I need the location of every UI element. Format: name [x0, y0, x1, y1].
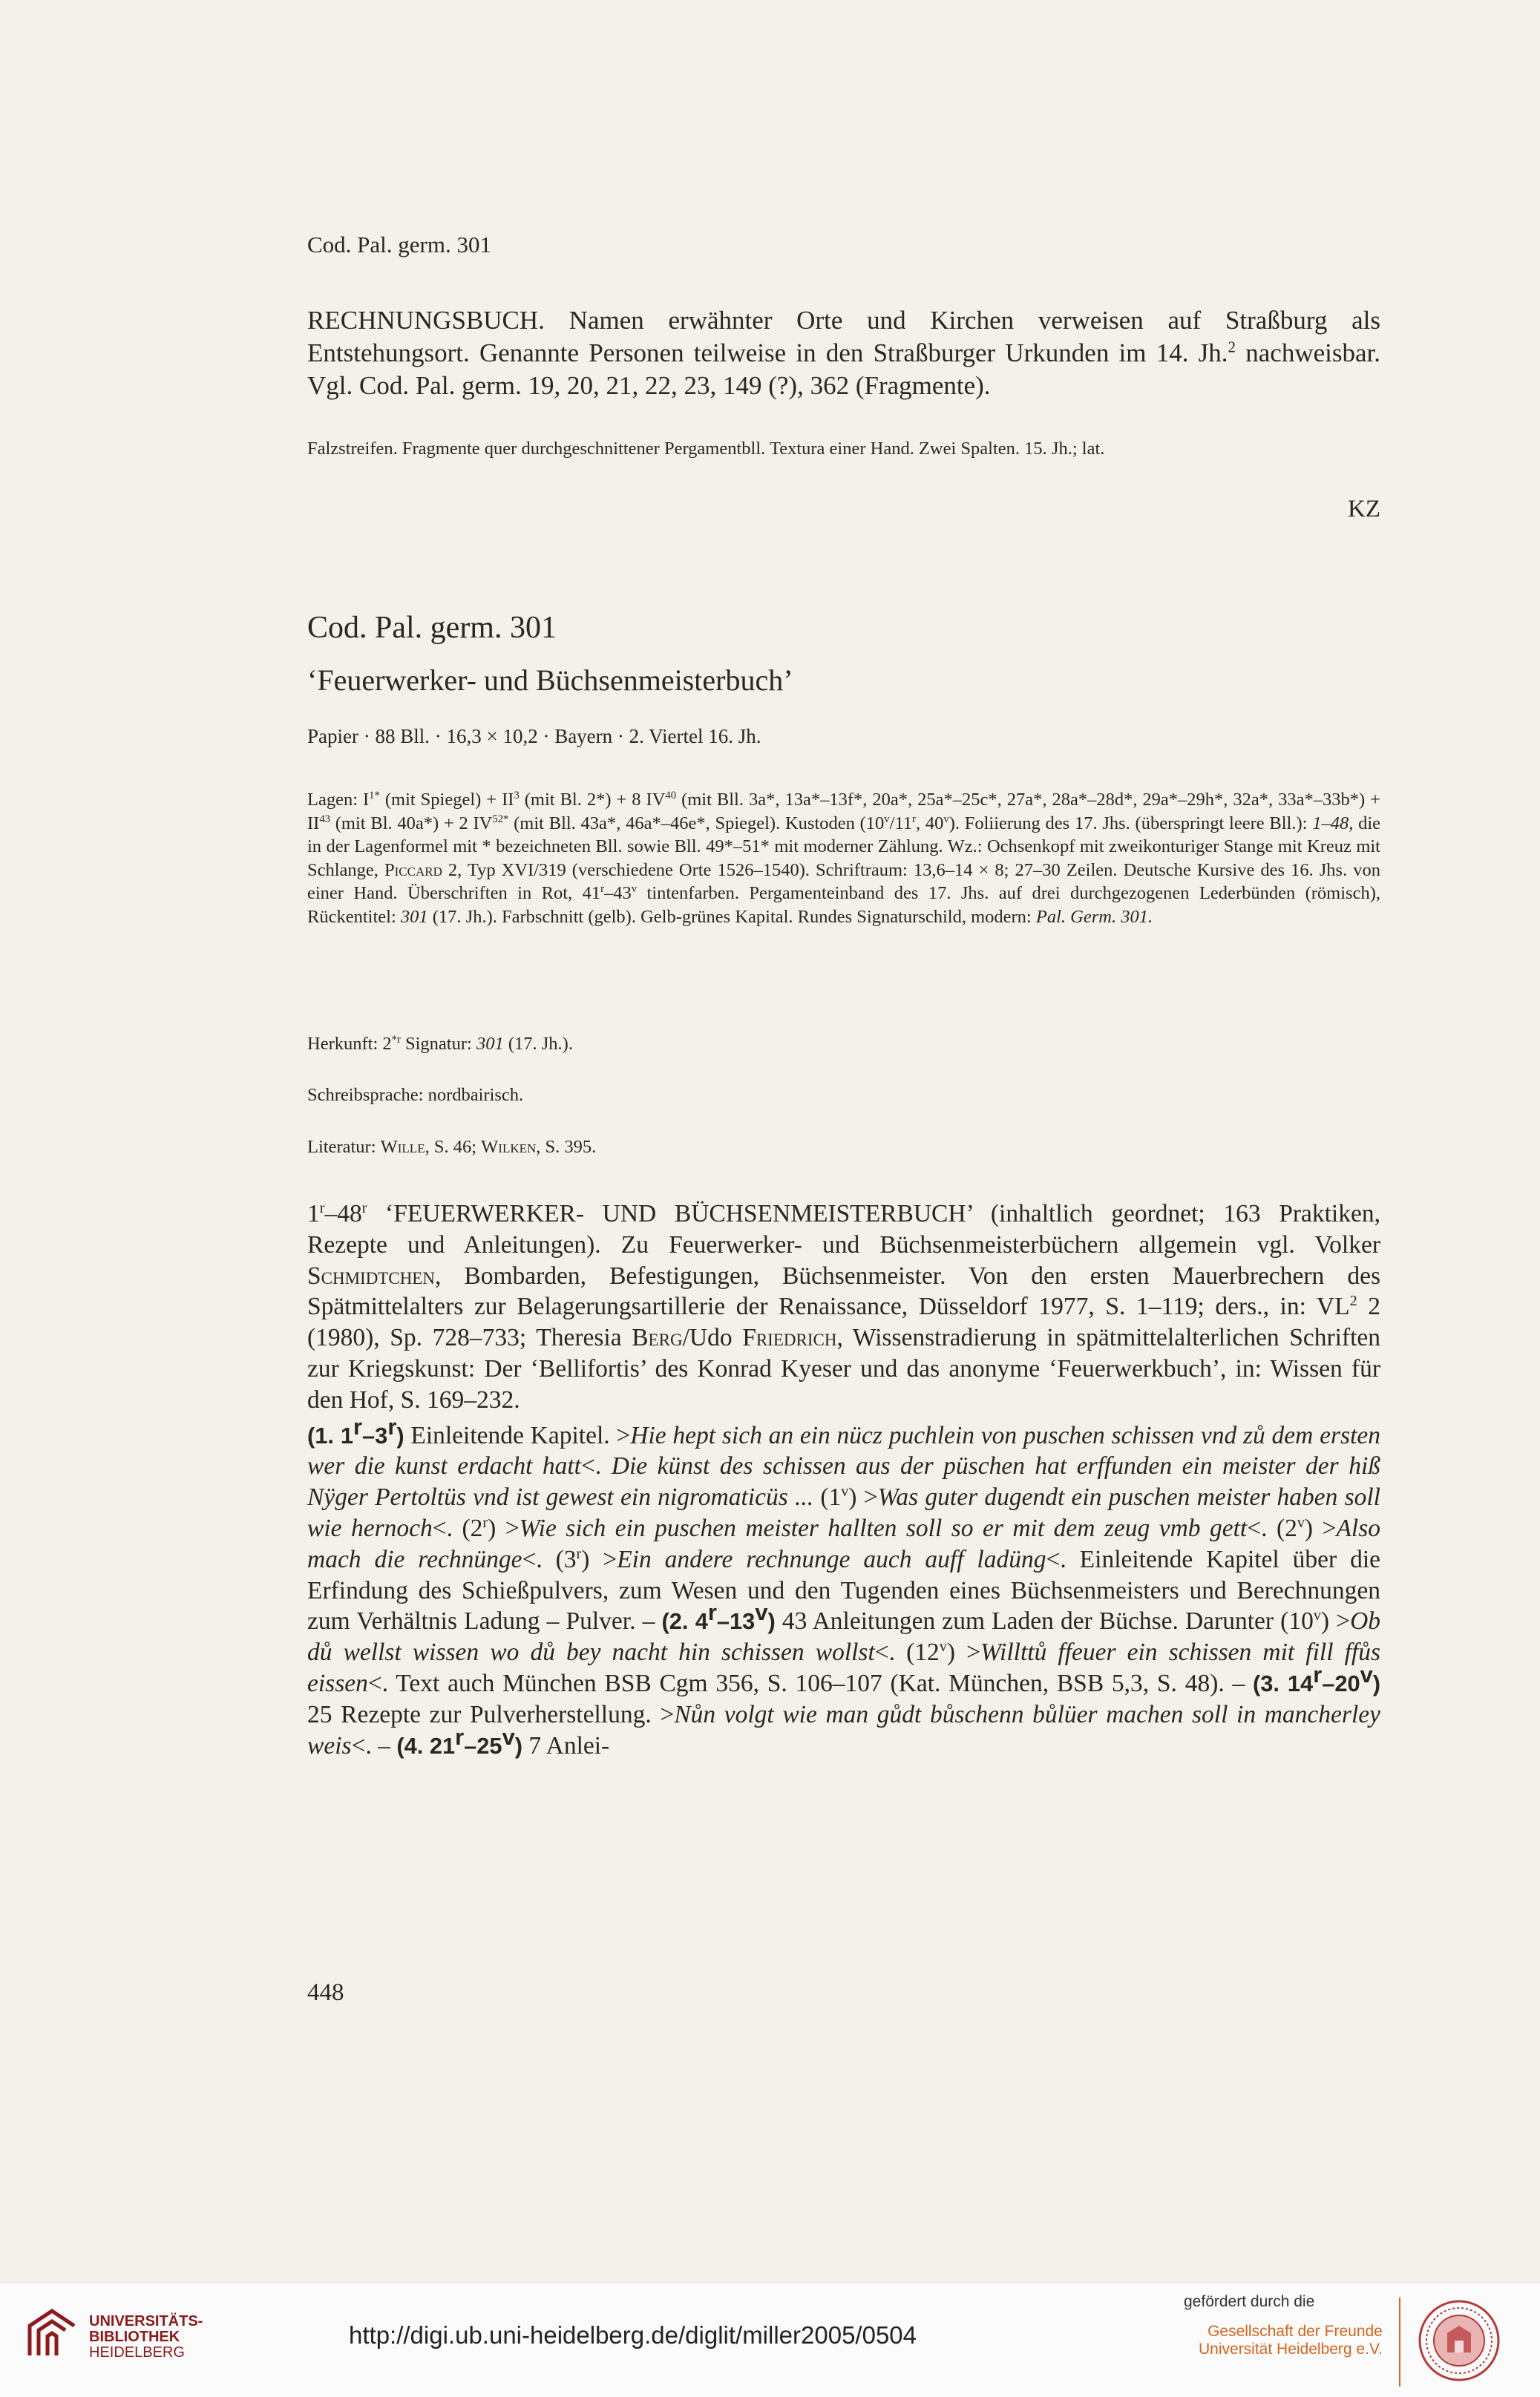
provenance-line: Herkunft: 2$^{*r}$ Signatur: 301 (17. Jh.). — [307, 1033, 573, 1054]
library-logo-icon — [22, 2303, 82, 2363]
content-paragraph-sections: (1. 1r–3r) Einleitende Kapitel. >Hie hept sich an ein nücz puchlein von puschen schissen vnd zů dem ersten wer die kunst erdacht hatt<. Die künst des schissen aus der püschen hat erffunden ein meister der hiß Nÿger Pertoltüs vnd ist gewest ein nigromaticüs ... $(1^v) >Was$ guter dugendt ein puschen meister haben soll wie hernoch<. $(2^r) >Wie$ sich ein puschen meister hallten soll so er mit dem zeug vmb gett<. $(2^v)$ >Also mach die rechnünge<. $(3^r) >Ein$ andere rechnunge auch auff ladüng<. Einleitende Kapitel über die Erfindung des Schießpulvers, zum Wesen und den Tugenden eines Büchsenmeisters und Berechnungen zum Verhältnis Ladung – Pulver. – (2. 4r–13v) 43 Anleitungen zum Laden der Büchse. Darunter $(10^v) >Ob$ dů wellst wissen wo dů bey nacht hin schissen wollst<. $(12^v)$ >Willttů ffeuer ein schissen mit fill ffůs eissen<. Text auch München BSB Cgm 356, S. 106–107 (Kat. München, BSB 5,3, S. 48). – (3. 14r–20v) 25 Rezepte zur Pulverherstellung. >Nůn volgt wie man gůdt bůschenn bůlüer machen soll in mancherley weis<. – (4. 21r–25v) 7 Anlei- — [307, 1413, 1381, 1760]
sponsor-label: gefördert durch die — [1184, 2293, 1315, 2310]
entry-heading: RECHNUNGSBUCH. — [307, 306, 545, 335]
manuscript-summary: Papier · 88 Bll. · 16,3 × 10,2 · Bayern · 2. Viertel 16. Jh. — [307, 725, 761, 747]
sponsor-name: Gesellschaft der Freunde Universität Heidelberg e.V. — [1199, 2323, 1383, 2358]
previous-entry-description: RECHNUNGSBUCH. Namen erwähnter Orte und Kirchen verweisen auf Straßburg als Entstehungsort. Genannte Personen teilweise in den Straßburger Urkunden im 14. Jh.$^2$ nachweisbar. Vgl. Cod. Pal. germ. 19, 20, 21, 22, 23, 149 (?), 362 (Fragmente). — [307, 306, 1381, 400]
language-line: Schreibsprache: nordbairisch. — [307, 1085, 524, 1105]
content-description — [307, 1198, 1380, 1761]
page-number: 448 — [307, 1979, 344, 2006]
library-name: UNIVERSITÄTS- BIBLIOTHEK HEIDELBERG — [89, 2313, 203, 2361]
literature-line: Literatur: Wille, S. 46; Wilken, S. 395. — [307, 1137, 597, 1157]
shelfmark-heading: Cod. Pal. germ. 301 — [307, 611, 557, 645]
content-paragraph-overview: 1$^r$–48$^r$ ‘FEUERWERKER- UND BÜCHSENMEISTERBUCH’ (inhaltlich geordnet; 163 Praktiken, Rezepte und Anleitungen). Zu Feuerwerker- und Büchsenmeisterbüchern allgemein vgl. Volker Schmidtchen, Bombarden, Befestigungen, Büchsenmeister. Von den ersten Mauerbrechern des Spätmittelalters zur Belagerungsartillerie der Renaissance, Düsseldorf 1977, S. 1–119; ders., in: $VL^2$ 2 (1980), Sp. 728–733; Theresia Berg/Udo Friedrich, Wissenstradierung in spätmittelalterlichen Schriften zur Kriegskunst: Der ‘Bellifortis’ des Konrad Kyeser und das anonyme ‘Feuerwerkbuch’, in: Wissen für den Hof, S. 169–232. — [307, 1199, 1381, 1414]
previous-entry-physical-note: Falzstreifen. Fragmente quer durchgeschnittener Pergamentbll. Textura einer Hand. Zwei Spalten. 15. Jh.; lat. — [307, 439, 1105, 459]
running-head: Cod. Pal. germ. 301 — [307, 232, 491, 258]
manuscript-title: ‘Feuerwerker- und Büchsenmeisterbuch’ — [307, 663, 793, 697]
university-seal-icon — [1418, 2299, 1501, 2382]
codicological-description: Lagen: $I^{1*}$ (mit Spiegel) + $II^3$ (mit Bl. 2*) + 8 IV$^{40}$ (mit Bll. 3a*, 13a*–13f*, 20a*, 25a*–25c*, 27a*, 28a*–28d*, 29a*–29h*, 32a*, $33a*-33b*) + II^{43}$ (mit Bl. 40a*) + 2 $IV^{52*}$ (mit Bll. 43a*, 46a*–46e*, Spiegel). Kustoden (10$^v$/11$^r$, 40$^v$). Foliierung des 17. Jhs. (überspringt leere Bll.): 1–48, die in der Lagenformel mit * bezeichneten Bll. sowie Bll. 49*–51* mit moderner Zählung. Wz.: Ochsenkopf mit zweikonturiger Stange mit Kreuz mit Schlange, Piccard 2, Typ XVI/319 (verschiedene Orte 1526–1540). Schriftraum: 13,6–14 × 8; 27–30 Zeilen. Deutsche Kursive des 16. Jhs. von einer Hand. Überschriften in Rot, 41$^r$–43$^v$ tintenfarben. Pergamenteinband des 17. Jhs. auf drei durchgezogenen Lederbünden (römisch), Rückentitel: 301 (17. Jh.). Farbschnitt (gelb). Gelb-grünes Kapital. Rundes Signaturschild, modern: Pal. Germ. 301. — [307, 789, 1381, 927]
permalink-url[interactable]: http://digi.ub.uni-heidelberg.de/diglit/miller2005/0504 — [349, 2321, 917, 2349]
digitization-footer — [0, 2282, 1540, 2397]
footer-divider — [1399, 2298, 1400, 2387]
author-initials: KZ — [1348, 496, 1380, 522]
